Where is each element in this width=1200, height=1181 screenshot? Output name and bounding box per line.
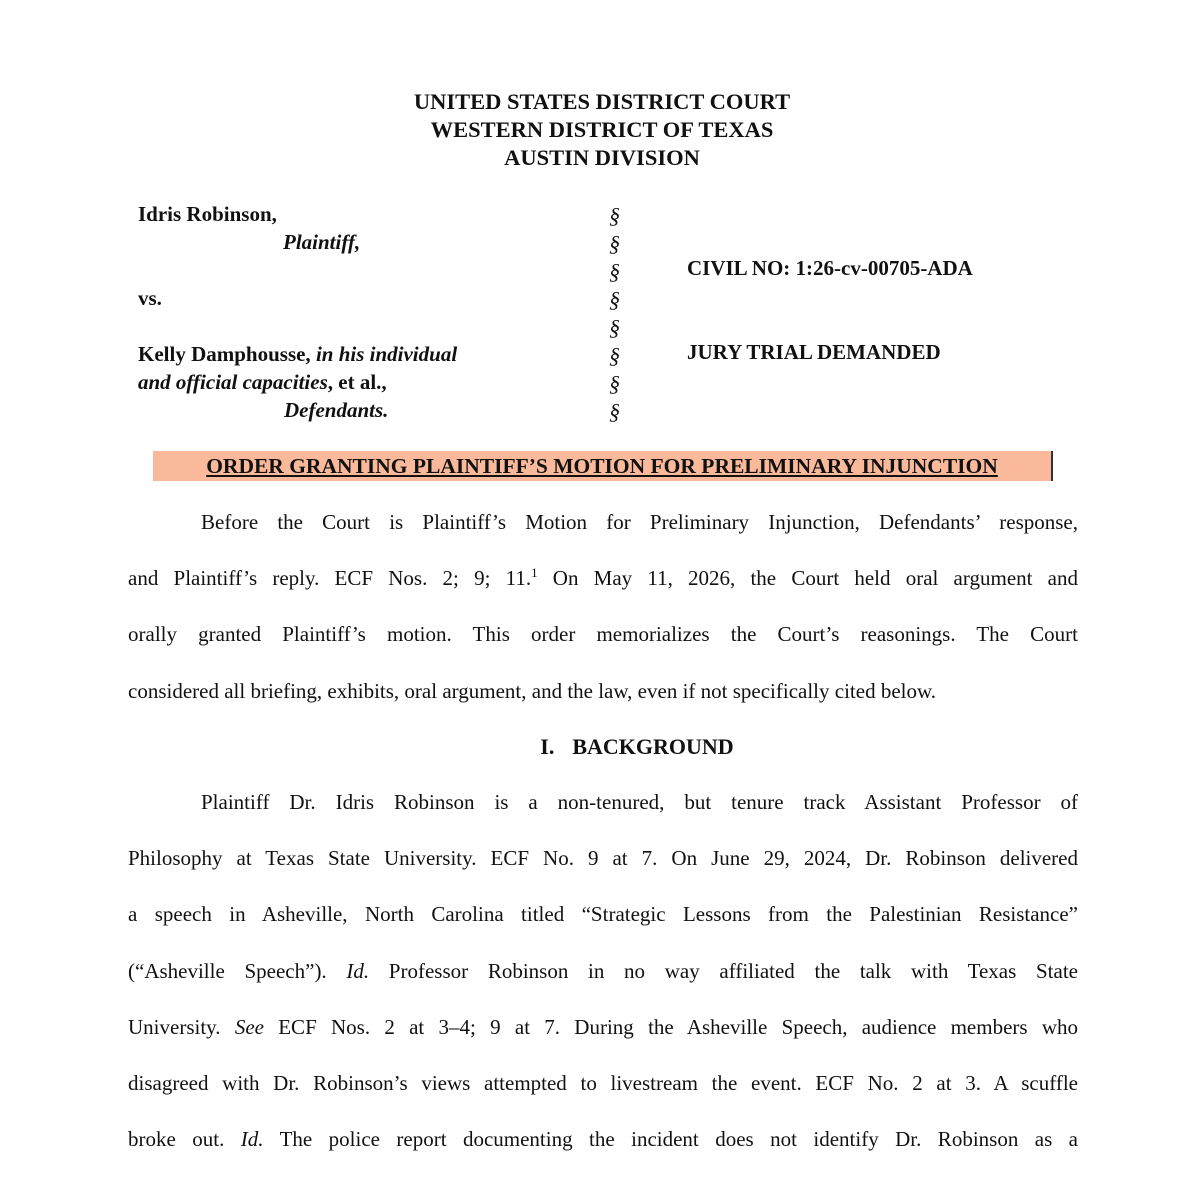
text-line: a speech in Asheville, North Carolina titled “Strategic Lessons from the Palestinian Resistance” xyxy=(128,902,1078,927)
section-title: BACKGROUND xyxy=(572,734,734,759)
defendant-etal: , et al., xyxy=(327,370,387,394)
order-title-highlighted[interactable]: ORDER GRANTING PLAINTIFF’S MOTION FOR PRELIMINARY INJUNCTION xyxy=(153,451,1053,481)
text-line: considered all briefing, exhibits, oral argument, and the law, even if not specifically cited below. xyxy=(128,678,937,703)
jury-demand: JURY TRIAL DEMANDED xyxy=(687,340,941,364)
defendant-line-2 xyxy=(138,368,457,396)
defendant-role: Defendants. xyxy=(284,398,389,422)
text-line: Philosophy at Texas State University. ECF No. 9 at 7. On June 29, 2024, Dr. Robinson delivered xyxy=(128,846,1078,871)
section-symbol: § xyxy=(609,259,620,284)
text-line: Plaintiff Dr. Idris Robinson is a non-tenured, but tenure track Assistant Professor of xyxy=(201,790,1078,814)
section-number: I. xyxy=(540,734,555,759)
defendant-capacity-1: in his individual xyxy=(315,342,458,366)
plaintiff-role: Plaintiff, xyxy=(283,230,361,254)
text-line: broke out. Id. The police report documenting the incident does not identify Dr. Robinson as a xyxy=(128,1127,1078,1152)
defendant-name: Kelly Damphousse, xyxy=(138,342,311,366)
court-name: UNITED STATES DISTRICT COURT xyxy=(413,89,791,114)
case-caption-parties xyxy=(138,200,457,424)
citation-id: Id. xyxy=(240,1127,264,1152)
section-symbol: § xyxy=(609,287,620,312)
citation-see: See xyxy=(234,1014,264,1039)
paragraph-intro xyxy=(128,508,1078,733)
versus: vs. xyxy=(138,286,162,310)
paragraph-background xyxy=(128,788,1078,1181)
section-symbol: § xyxy=(609,231,620,256)
section-symbol-column xyxy=(609,202,620,426)
defendant-line-1 xyxy=(138,340,457,368)
section-symbol: § xyxy=(609,315,620,340)
section-heading-background xyxy=(0,733,1200,761)
section-symbol: § xyxy=(609,203,620,228)
section-symbol: § xyxy=(609,371,620,396)
court-district: WESTERN DISTRICT OF TEXAS xyxy=(430,117,774,142)
text-line: orally granted Plaintiff’s motion. This order memorializes the Court’s reasonings. The Court xyxy=(128,622,1078,647)
text-line: disagreed with Dr. Robinson’s views attempted to livestream the event. ECF No. 2 at 3. A scuffle xyxy=(128,1070,1078,1095)
court-division: AUSTIN DIVISION xyxy=(504,145,700,170)
footnote-marker[interactable]: 1 xyxy=(531,565,538,581)
section-symbol: § xyxy=(609,399,620,424)
text-line: University. See ECF Nos. 2 at 3–4; 9 at 7. During the Asheville Speech, audience members who xyxy=(128,1014,1078,1039)
civil-case-number: CIVIL NO: 1:26-cv-00705-ADA xyxy=(687,256,973,280)
text-line: (“Asheville Speech”). Id. Professor Robinson in no way affiliated the talk with Texas State xyxy=(128,958,1078,983)
plaintiff-name: Idris Robinson, xyxy=(138,202,277,226)
defendant-capacity-2: and official capacities xyxy=(138,370,328,394)
citation-id: Id. xyxy=(346,958,370,983)
court-header xyxy=(0,88,1200,172)
section-symbol: § xyxy=(609,343,620,368)
text-line: Before the Court is Plaintiff’s Motion for Preliminary Injunction, Defendants’ response, xyxy=(201,510,1078,534)
text-line: and Plaintiff’s reply. ECF Nos. 2; 9; 11.$^1$ On May 11, 2026, the Court held oral argument and xyxy=(128,565,1078,591)
